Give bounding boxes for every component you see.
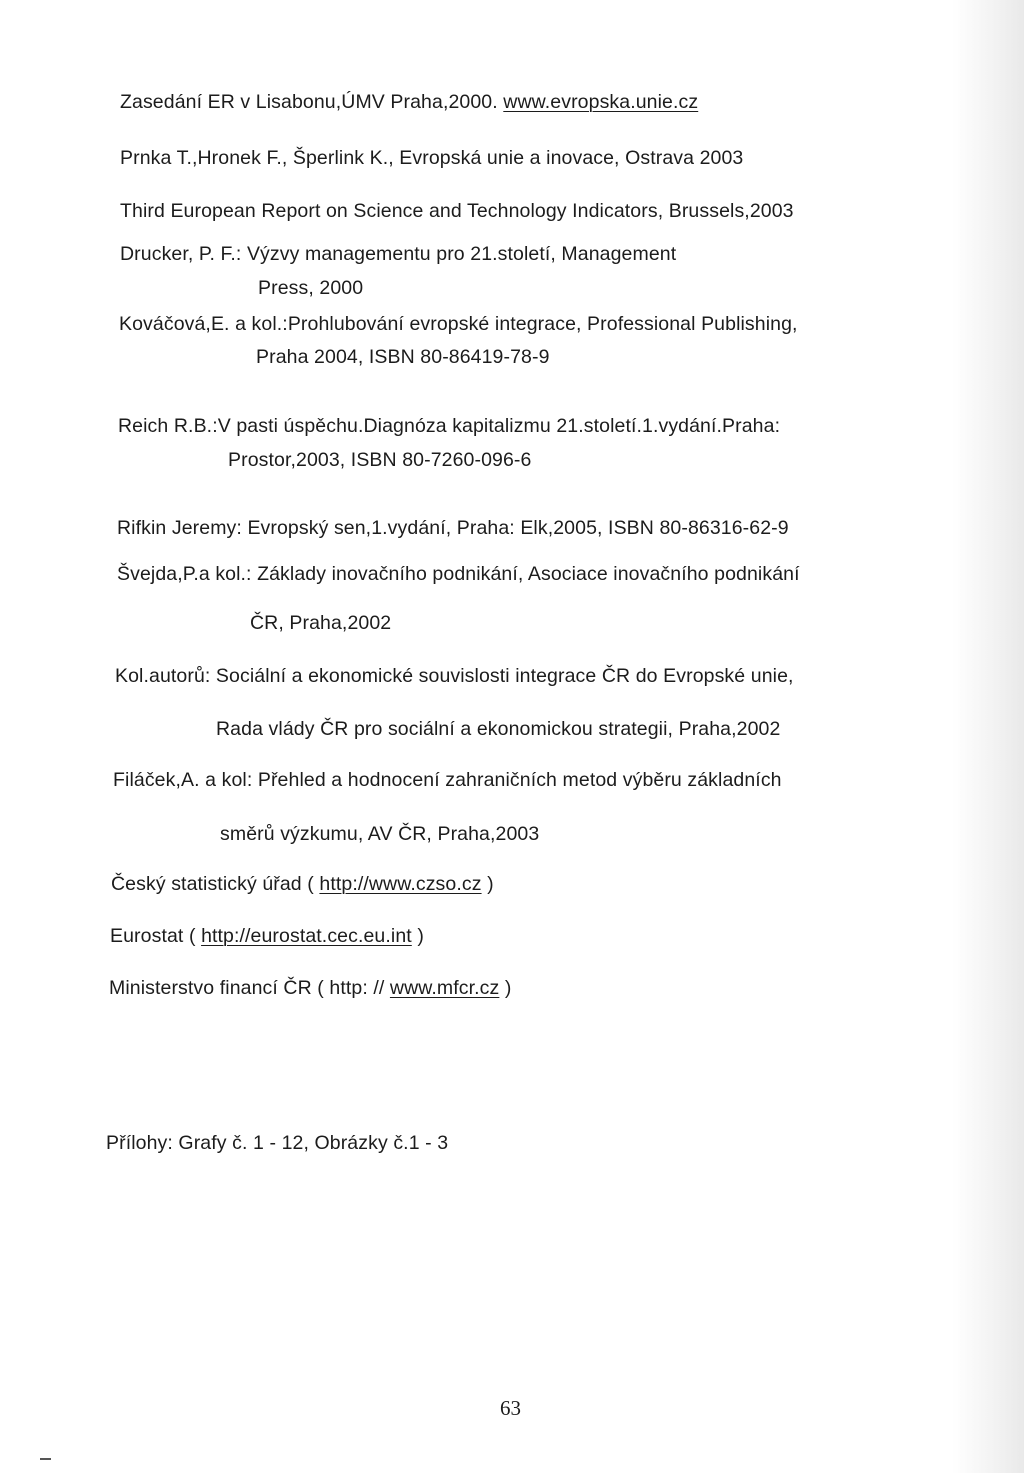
reference-text: Filáček,A. a kol: Přehled a hodnocení zahraničních metod výběru základních: [113, 769, 782, 791]
reference-text-after: ): [499, 977, 512, 999]
reference-line-1: [120, 90, 698, 114]
reference-line-12: [110, 924, 424, 948]
reference-line-2: [120, 146, 743, 170]
attachments-line: [106, 1131, 448, 1155]
reference-text: Praha 2004, ISBN 80-86419-78-9: [256, 346, 550, 368]
reference-link[interactable]: www.evropska.unie.cz: [503, 91, 699, 113]
reference-text: směrů výzkumu, AV ČR, Praha,2003: [220, 823, 540, 845]
reference-text-after: ): [411, 925, 424, 947]
reference-text: ČR, Praha,2002: [250, 612, 392, 634]
reference-line-13: [109, 976, 511, 1000]
reference-text: Press, 2000: [258, 277, 364, 299]
reference-text: Český statistický úřad (: [111, 873, 320, 895]
reference-line-11: [111, 872, 494, 896]
reference-line-5-cont: [256, 345, 550, 369]
reference-text: Prostor,2003, ISBN 80-7260-096-6: [228, 449, 532, 471]
attachments-text: Přílohy: Grafy č. 1 - 12, Obrázky č.1 - 3: [106, 1132, 449, 1154]
reference-text: Ministerstvo financí ČR ( http: //: [109, 977, 390, 999]
reference-line-10-cont: [220, 822, 539, 846]
reference-line-4: [120, 242, 676, 266]
reference-text: Eurostat (: [110, 925, 202, 947]
reference-line-5: [119, 312, 798, 336]
reference-line-8: [117, 562, 800, 586]
reference-line-4-cont: [258, 276, 363, 300]
reference-text: Kol.autorů: Sociální a ekonomické souvislosti integrace ČR do Evropské unie,: [115, 665, 794, 687]
reference-text: Kováčová,E. a kol.:Prohlubování evropské integrace, Professional Publishing,: [119, 313, 798, 335]
page-number: 63: [500, 1396, 521, 1420]
reference-text: Rada vlády ČR pro sociální a ekonomickou strategii, Praha,2002: [216, 718, 781, 740]
reference-text: Zasedání ER v Lisabonu,ÚMV Praha,2000.: [120, 91, 504, 113]
reference-text: Rifkin Jeremy: Evropský sen,1.vydání, Praha: Elk,2005, ISBN 80-86316-62-9: [117, 517, 789, 539]
reference-line-6-cont: [228, 448, 531, 472]
reference-line-3: [120, 199, 794, 223]
reference-line-9: [115, 664, 794, 688]
reference-link[interactable]: www.mfcr.cz: [389, 977, 500, 999]
reference-link[interactable]: http://www.czso.cz: [319, 873, 482, 895]
reference-text: Third European Report on Science and Technology Indicators, Brussels,2003: [120, 200, 794, 222]
reference-link[interactable]: http://eurostat.cec.eu.int: [201, 925, 412, 947]
reference-line-8-cont: [250, 611, 391, 635]
reference-line-6: [118, 414, 780, 438]
reference-text-after: ): [481, 873, 494, 895]
reference-text: Švejda,P.a kol.: Základy inovačního podnikání, Asociace inovačního podnikání: [117, 563, 800, 585]
reference-line-7: [117, 516, 789, 540]
reference-line-10: [113, 768, 782, 792]
scan-artifact: [40, 1458, 51, 1460]
reference-text: Reich R.B.:V pasti úspěchu.Diagnóza kapitalizmu 21.století.1.vydání.Praha:: [118, 415, 781, 437]
reference-text: Drucker, P. F.: Výzvy managementu pro 21.století, Management: [120, 243, 677, 265]
reference-line-9-cont: [216, 717, 780, 741]
reference-text: Prnka T.,Hronek F., Šperlink K., Evropská unie a inovace, Ostrava 2003: [120, 147, 744, 169]
